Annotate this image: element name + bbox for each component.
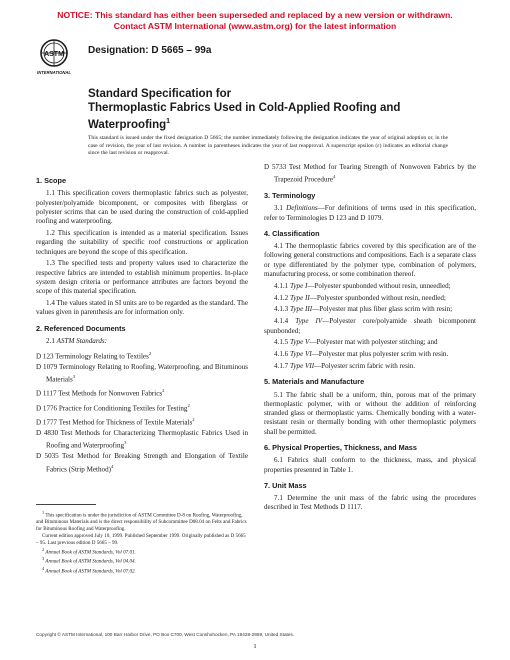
type-label: Type I <box>289 281 308 290</box>
ref-item <box>36 363 248 385</box>
classification-type <box>264 282 476 291</box>
type-num: 4.1.4 <box>274 317 296 326</box>
terminology-text: —For definitions of terms used in this specification, refer to Terminologies D 123 and D 1079. <box>264 204 476 222</box>
type-text: —Polyester spunbonded without resin, needled; <box>309 293 446 302</box>
footnote-text: Annual Book of ASTM Standards, Vol 04.04. <box>45 559 136 566</box>
ref-item-footnote: 2 <box>148 350 152 356</box>
footnote-text: Annual Book of ASTM Standards, Vol 07.02. <box>45 568 136 575</box>
astm-logo <box>34 36 74 76</box>
section-heading-referenced-documents: 2. Referenced Documents <box>36 323 126 333</box>
scope-1-1: 1.1 This specification covers thermoplastic fabrics such as polyester, polyester/polyamide bicomponent, or composites with fiberglass or polyester scrims that can be used during the construction of cold-applied roofing and waterproofing. <box>36 189 248 226</box>
page-number: 1 <box>253 643 257 650</box>
materials-5-1: 5.1 The fabric shall be a uniform, thin, porous mat of the primary thermoplastic polymer, with or without the addition of reinforcing stranded glass or thermoplastic yarns. Chemically bonding with a water-resistant resin or thermally bonding with other thermoplastic polymers shall be permitted. <box>264 390 476 436</box>
ref-item <box>264 163 476 185</box>
section-heading-scope: 1. Scope <box>36 176 67 185</box>
title-footnote-mark: 1 <box>166 118 171 125</box>
title-main <box>88 101 478 132</box>
classification-type <box>264 317 476 336</box>
type-label: Type III <box>289 305 313 314</box>
type-label: Type VI <box>289 350 312 359</box>
terminology-3-1 <box>264 204 476 223</box>
ref-item-text: D 4830 Test Methods for Characterizing Thermoplastic Fabrics Used in Roofing and Waterproofing <box>36 428 248 450</box>
section-heading-classification: 4. Classification <box>264 228 320 238</box>
refs-intro <box>36 337 248 346</box>
classification-type <box>264 294 476 303</box>
ref-item-text: D 1117 Test Methods for Nonwoven Fabrics <box>36 389 163 398</box>
ref-item <box>36 429 248 451</box>
type-text: —Polyester mat with polyester stitching; and <box>309 338 438 347</box>
terminology-num: 3.1 <box>274 204 287 213</box>
type-label: Type IV <box>295 317 323 326</box>
notice-line-2: Contact ASTM International (www.astm.org) for the latest information <box>113 21 397 31</box>
ref-item-text: D 1777 Test Method for Thickness of Textile Materials <box>36 418 193 427</box>
unit-mass-7-1: 7.1 Determine the unit mass of the fabric using the procedures described in Test Methods D 1117. <box>264 494 476 512</box>
footnote-mark: 1 <box>42 510 45 515</box>
type-num: 4.1.1 <box>274 281 290 290</box>
classification-type <box>264 305 476 314</box>
footnotes <box>36 504 248 576</box>
footnote-mark: 4 <box>42 566 45 572</box>
type-num: 4.1.2 <box>274 293 290 302</box>
svg-text:ASTM: ASTM <box>44 51 64 58</box>
footnote-text: This specification is under the jurisdiction of ASTM Committee D-8 on Roofing, Waterproofing, and Bituminous Materials and is the direct responsibility of Subcommittee D08.04 on Felts and Fabrics for Bituminous Roofing and Waterproofing. <box>36 512 247 532</box>
svg-text:INTERNATIONAL: INTERNATIONAL <box>37 70 71 75</box>
refs-intro-num: 2.1 <box>46 336 57 345</box>
astm-logo-icon <box>34 36 74 76</box>
notice-line-1: NOTICE: This standard has either been superseded and replaced by a new version or withdrawn. <box>57 10 453 20</box>
classification-type <box>264 350 476 359</box>
ref-item-footnote: 2 <box>192 416 195 422</box>
section-heading-physical-properties: 6. Physical Properties, Thickness, and Mass <box>264 442 417 452</box>
superseded-notice <box>0 10 510 32</box>
document-title <box>88 87 478 132</box>
section-heading-materials: 5. Materials and Manufacture <box>264 377 365 387</box>
footnote-divider <box>36 504 96 505</box>
scope-1-4: 1.4 The values stated in SI units are to be regarded as the standard. The values given in parenthesis are for information only. <box>36 299 248 317</box>
type-label: Type II <box>289 293 310 302</box>
footnote-1 <box>36 510 248 532</box>
ref-item <box>36 386 248 399</box>
ref-item-footnote: 4 <box>111 463 114 469</box>
issuance-note: This standard is issued under the fixed designation D 5665; the number immediately following the designation indicates the year of original adoption or, in the case of revision, the year of last revision. A number in parentheses indicates the year of last reapproval. A superscript epsilon (ε) indicates an editorial change since the last revision or reapproval. <box>88 135 448 157</box>
type-num: 4.1.6 <box>274 350 290 359</box>
footnote-4 <box>36 566 248 575</box>
type-label: Type V <box>289 338 310 347</box>
ref-item-text: D 1079 Terminology Relating to Roofing, Waterproofing, and Bituminous Materials <box>36 362 248 384</box>
classification-type <box>264 338 476 347</box>
classification-type <box>264 362 476 371</box>
type-text: —Polyester spunbonded without resin, unneedled; <box>307 281 451 290</box>
refs-intro-label: ASTM Standards: <box>56 336 108 345</box>
ref-item-footnote: 4 <box>333 174 336 180</box>
left-column <box>36 170 248 476</box>
ref-item <box>36 452 248 474</box>
ref-item-text: D 5035 Test Method for Breaking Strength and Elongation of Textile Fabrics (Strip Method) <box>36 452 248 473</box>
classification-4-1: 4.1 The thermoplastic fabrics covered by this specification are of the following general constructions and compositions. Each is a separate class or type differentiated by the polymer type, combination of polymers, manufacturing process, or some combination thereof. <box>264 242 476 279</box>
footnote-1b: Current edition approved July 10, 1999. Published September 1999. Originally published as D 5665 – 95. Last previous edition D 5665 – 99. <box>36 532 246 546</box>
ref-item-footnote: 3 <box>72 374 76 380</box>
ref-item-footnote: 3 <box>124 440 127 446</box>
type-num: 4.1.5 <box>274 338 290 347</box>
type-text: —Polyester mat plus polyester scrim with resin. <box>311 350 449 359</box>
section-heading-unit-mass: 7. Unit Mass <box>264 480 307 490</box>
footnote-2 <box>36 547 248 556</box>
ref-item <box>36 415 248 428</box>
scope-1-3: 1.3 The specified tests and property values used to characterize the respective fabrics are intended to establish minimum properties. In-place system design criteria or performance attributes are factors beyond the scope of this material specification. <box>36 259 248 296</box>
scope-1-2: 1.2 This specification is intended as a material specification. Issues regarding the suitability of specific roof constructions or application techniques are beyond the scope of this specification. <box>36 228 248 256</box>
right-column <box>264 163 476 515</box>
physical-6-1: 6.1 Fabrics shall conform to the thickness, mass, and physical properties presented in Table 1. <box>264 456 476 474</box>
copyright-line: Copyright © ASTM International, 100 Barr Harbor Drive, PO Box C700, West Conshohocken, PA 19428-2959, United States. <box>36 632 295 637</box>
section-heading-terminology: 3. Terminology <box>264 190 316 200</box>
designation: Designation: D 5665 – 99a <box>88 45 212 56</box>
ref-item-text: D 1776 Practice for Conditioning Textiles for Testing <box>36 403 188 412</box>
footnote-text: Annual Book of ASTM Standards, Vol 07.01. <box>45 549 136 556</box>
type-text: —Polyester mat plus fiber glass scrim with resin; <box>312 305 453 314</box>
terminology-label: Definitions <box>286 204 318 213</box>
type-label: Type VII <box>289 361 315 370</box>
ref-item <box>36 401 248 414</box>
type-num: 4.1.7 <box>274 361 290 370</box>
type-text: —Polyester scrim fabric with resin. <box>314 361 416 370</box>
type-num: 4.1.3 <box>274 305 290 314</box>
title-main-text: Thermoplastic Fabrics Used in Cold-Applied Roofing and Waterproofing <box>88 102 401 131</box>
title-kicker: Standard Specification for <box>88 88 232 100</box>
footnote-mark: 2 <box>42 546 45 552</box>
ref-item-text: D 5733 Test Method for Tearing Strength of Nonwoven Fabrics by the Trapezoid Procedure <box>264 163 476 184</box>
footnote-mark: 3 <box>42 556 45 562</box>
ref-item-footnote: 2 <box>162 388 165 394</box>
footnote-3 <box>36 556 248 565</box>
ref-item-text: D 123 Terminology Relating to Textiles <box>36 352 149 361</box>
ref-item-footnote: 2 <box>187 402 190 408</box>
ref-item <box>36 349 248 362</box>
type-text: —Polyester core/polyamide sheath bicomponent spunbonded; <box>264 317 476 335</box>
